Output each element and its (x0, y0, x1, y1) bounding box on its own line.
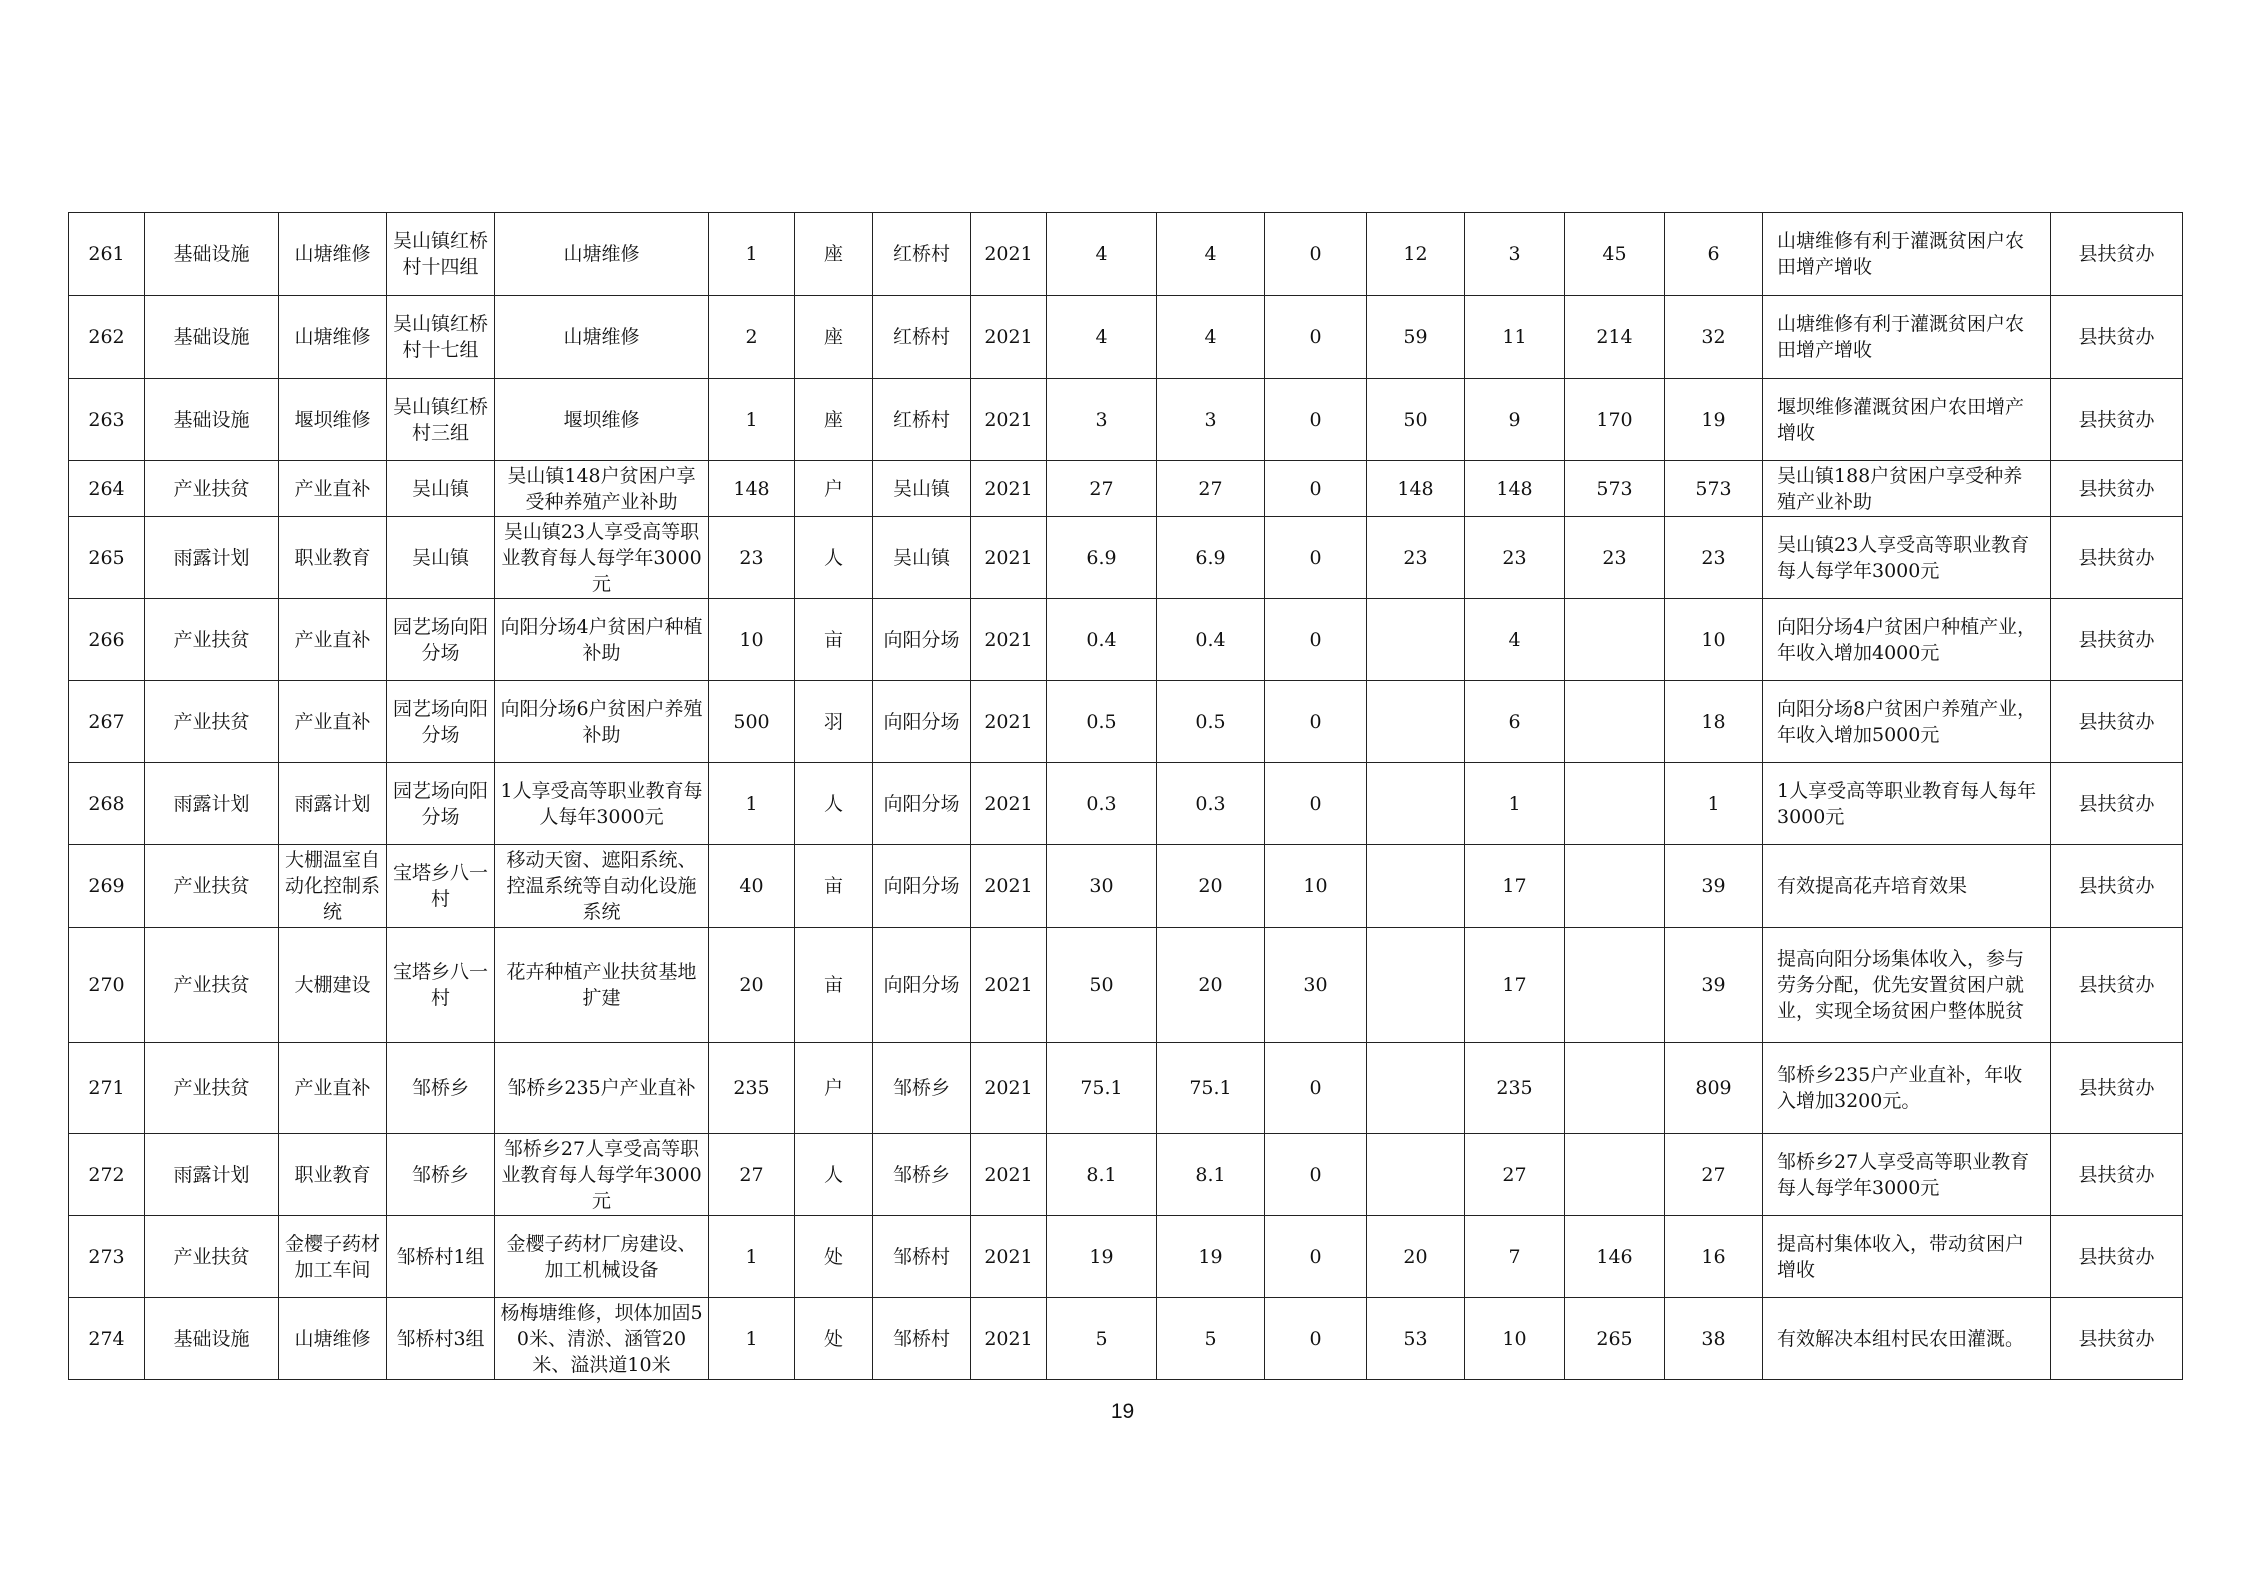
cell-department: 县扶贫办 (2051, 517, 2183, 599)
cell-benefit-mechanism: 提高向阳分场集体收入，参与劳务分配，优先安置贫困户就业，实现全场贫困户整体脱贫 (1763, 928, 2051, 1043)
cell-quantity: 1 (709, 213, 795, 296)
cell-content: 金樱子药材厂房建设、加工机械设备 (495, 1216, 709, 1298)
cell-location: 邹桥村1组 (387, 1216, 495, 1298)
cell-central-funds: 4 (1157, 213, 1265, 296)
cell-sub-type: 职业教育 (279, 1134, 387, 1216)
cell-unit: 处 (795, 1298, 873, 1380)
cell-benefit-mechanism: 1人享受高等职业教育每人每年3000元 (1763, 763, 2051, 845)
cell-beneficiary-village: 吴山镇 (873, 461, 971, 517)
cell-sub-type: 大棚建设 (279, 928, 387, 1043)
cell-central-funds: 0.4 (1157, 599, 1265, 681)
cell-unit: 户 (795, 461, 873, 517)
cell-poor-beneficiaries: 39 (1665, 928, 1763, 1043)
cell-central-funds: 6.9 (1157, 517, 1265, 599)
cell-content: 堰坝维修 (495, 379, 709, 461)
cell-year: 2021 (971, 681, 1047, 763)
table-row (69, 1134, 2183, 1216)
cell-department: 县扶贫办 (2051, 599, 2183, 681)
cell-seq: 269 (69, 845, 145, 928)
cell-category: 产业扶贫 (145, 1043, 279, 1134)
cell-year: 2021 (971, 461, 1047, 517)
cell-poor-households: 9 (1465, 379, 1565, 461)
cell-year: 2021 (971, 599, 1047, 681)
cell-beneficiaries: 146 (1565, 1216, 1665, 1298)
cell-unit: 座 (795, 379, 873, 461)
cell-seq: 266 (69, 599, 145, 681)
cell-poor-households: 3 (1465, 213, 1565, 296)
cell-poor-households: 6 (1465, 681, 1565, 763)
cell-other-funds: 10 (1265, 845, 1367, 928)
cell-quantity: 1 (709, 1216, 795, 1298)
cell-seq: 264 (69, 461, 145, 517)
cell-quantity: 148 (709, 461, 795, 517)
cell-poor-households: 1 (1465, 763, 1565, 845)
cell-poor-beneficiaries: 18 (1665, 681, 1763, 763)
cell-beneficiary-village: 邹桥乡 (873, 1043, 971, 1134)
cell-other-funds: 30 (1265, 928, 1367, 1043)
cell-content: 邹桥乡27人享受高等职业教育每人每学年3000元 (495, 1134, 709, 1216)
cell-department: 县扶贫办 (2051, 379, 2183, 461)
cell-sub-type: 山塘维修 (279, 213, 387, 296)
cell-unit: 亩 (795, 845, 873, 928)
cell-department: 县扶贫办 (2051, 1216, 2183, 1298)
cell-beneficiaries (1565, 845, 1665, 928)
cell-department: 县扶贫办 (2051, 296, 2183, 379)
table-row (69, 1043, 2183, 1134)
cell-other-funds: 0 (1265, 599, 1367, 681)
cell-beneficiaries (1565, 763, 1665, 845)
cell-benefit-mechanism: 山塘维修有利于灌溉贫困户农田增产增收 (1763, 296, 2051, 379)
cell-total-funds: 8.1 (1047, 1134, 1157, 1216)
cell-beneficiary-households (1367, 928, 1465, 1043)
cell-category: 基础设施 (145, 213, 279, 296)
table-row (69, 1216, 2183, 1298)
table-row (69, 517, 2183, 599)
cell-content: 吴山镇23人享受高等职业教育每人每学年3000元 (495, 517, 709, 599)
cell-beneficiaries (1565, 681, 1665, 763)
cell-location: 园艺场向阳分场 (387, 763, 495, 845)
cell-year: 2021 (971, 1216, 1047, 1298)
cell-content: 山塘维修 (495, 213, 709, 296)
cell-category: 产业扶贫 (145, 928, 279, 1043)
cell-central-funds: 75.1 (1157, 1043, 1265, 1134)
cell-central-funds: 8.1 (1157, 1134, 1265, 1216)
cell-benefit-mechanism: 山塘维修有利于灌溉贫困户农田增产增收 (1763, 213, 2051, 296)
cell-benefit-mechanism: 向阳分场8户贫困户养殖产业，年收入增加5000元 (1763, 681, 2051, 763)
cell-poor-households: 23 (1465, 517, 1565, 599)
cell-poor-beneficiaries: 38 (1665, 1298, 1763, 1380)
cell-beneficiary-village: 邹桥村 (873, 1216, 971, 1298)
cell-department: 县扶贫办 (2051, 1043, 2183, 1134)
cell-benefit-mechanism: 吴山镇23人享受高等职业教育每人每学年3000元 (1763, 517, 2051, 599)
cell-central-funds: 0.3 (1157, 763, 1265, 845)
cell-department: 县扶贫办 (2051, 763, 2183, 845)
cell-content: 1人享受高等职业教育每人每年3000元 (495, 763, 709, 845)
cell-benefit-mechanism: 提高村集体收入，带动贫困户增收 (1763, 1216, 2051, 1298)
cell-beneficiary-households (1367, 1134, 1465, 1216)
cell-unit: 座 (795, 296, 873, 379)
cell-sub-type: 山塘维修 (279, 1298, 387, 1380)
cell-unit: 亩 (795, 928, 873, 1043)
cell-year: 2021 (971, 928, 1047, 1043)
cell-benefit-mechanism: 吴山镇188户贫困户享受种养殖产业补助 (1763, 461, 2051, 517)
cell-location: 吴山镇红桥村三组 (387, 379, 495, 461)
cell-department: 县扶贫办 (2051, 461, 2183, 517)
cell-beneficiary-village: 向阳分场 (873, 599, 971, 681)
cell-quantity: 10 (709, 599, 795, 681)
cell-beneficiary-households (1367, 681, 1465, 763)
table-row (69, 1298, 2183, 1380)
cell-beneficiaries: 23 (1565, 517, 1665, 599)
cell-beneficiary-village: 向阳分场 (873, 763, 971, 845)
cell-beneficiary-households: 148 (1367, 461, 1465, 517)
cell-year: 2021 (971, 845, 1047, 928)
cell-beneficiaries (1565, 599, 1665, 681)
cell-beneficiaries: 170 (1565, 379, 1665, 461)
table-row (69, 461, 2183, 517)
cell-content: 向阳分场4户贫困户种植补助 (495, 599, 709, 681)
cell-seq: 261 (69, 213, 145, 296)
cell-poor-households: 17 (1465, 928, 1565, 1043)
cell-beneficiary-village: 红桥村 (873, 379, 971, 461)
cell-seq: 270 (69, 928, 145, 1043)
cell-year: 2021 (971, 379, 1047, 461)
cell-department: 县扶贫办 (2051, 845, 2183, 928)
cell-department: 县扶贫办 (2051, 1298, 2183, 1380)
cell-other-funds: 0 (1265, 763, 1367, 845)
cell-seq: 267 (69, 681, 145, 763)
cell-poor-households: 235 (1465, 1043, 1565, 1134)
cell-sub-type: 产业直补 (279, 681, 387, 763)
cell-central-funds: 27 (1157, 461, 1265, 517)
cell-beneficiaries: 573 (1565, 461, 1665, 517)
cell-central-funds: 5 (1157, 1298, 1265, 1380)
cell-benefit-mechanism: 向阳分场4户贫困户种植产业，年收入增加4000元 (1763, 599, 2051, 681)
cell-other-funds: 0 (1265, 517, 1367, 599)
cell-content: 邹桥乡235户产业直补 (495, 1043, 709, 1134)
cell-central-funds: 0.5 (1157, 681, 1265, 763)
cell-quantity: 235 (709, 1043, 795, 1134)
cell-quantity: 20 (709, 928, 795, 1043)
table-row (69, 599, 2183, 681)
cell-department: 县扶贫办 (2051, 928, 2183, 1043)
cell-quantity: 2 (709, 296, 795, 379)
cell-category: 产业扶贫 (145, 599, 279, 681)
cell-central-funds: 20 (1157, 845, 1265, 928)
cell-unit: 座 (795, 213, 873, 296)
cell-other-funds: 0 (1265, 379, 1367, 461)
cell-category: 基础设施 (145, 379, 279, 461)
table-row (69, 763, 2183, 845)
cell-category: 产业扶贫 (145, 681, 279, 763)
cell-content: 杨梅塘维修，坝体加固50米、清淤、涵管20米、溢洪道10米 (495, 1298, 709, 1380)
cell-category: 基础设施 (145, 1298, 279, 1380)
cell-category: 产业扶贫 (145, 461, 279, 517)
cell-quantity: 500 (709, 681, 795, 763)
cell-department: 县扶贫办 (2051, 1134, 2183, 1216)
cell-year: 2021 (971, 1298, 1047, 1380)
project-table (68, 212, 2183, 1380)
cell-location: 邹桥村3组 (387, 1298, 495, 1380)
cell-poor-beneficiaries: 10 (1665, 599, 1763, 681)
cell-beneficiary-households: 53 (1367, 1298, 1465, 1380)
cell-poor-beneficiaries: 16 (1665, 1216, 1763, 1298)
cell-total-funds: 5 (1047, 1298, 1157, 1380)
cell-beneficiary-households (1367, 1043, 1465, 1134)
cell-beneficiary-households: 50 (1367, 379, 1465, 461)
cell-other-funds: 0 (1265, 1298, 1367, 1380)
cell-content: 山塘维修 (495, 296, 709, 379)
cell-benefit-mechanism: 有效提高花卉培育效果 (1763, 845, 2051, 928)
cell-sub-type: 堰坝维修 (279, 379, 387, 461)
cell-sub-type: 职业教育 (279, 517, 387, 599)
cell-beneficiary-households (1367, 599, 1465, 681)
cell-location: 宝塔乡八一村 (387, 928, 495, 1043)
cell-total-funds: 75.1 (1047, 1043, 1157, 1134)
cell-quantity: 1 (709, 1298, 795, 1380)
cell-poor-households: 148 (1465, 461, 1565, 517)
cell-poor-households: 7 (1465, 1216, 1565, 1298)
cell-beneficiaries: 45 (1565, 213, 1665, 296)
cell-category: 基础设施 (145, 296, 279, 379)
cell-beneficiaries: 214 (1565, 296, 1665, 379)
cell-quantity: 1 (709, 763, 795, 845)
table-row (69, 296, 2183, 379)
cell-category: 雨露计划 (145, 1134, 279, 1216)
cell-poor-households: 4 (1465, 599, 1565, 681)
cell-other-funds: 0 (1265, 1043, 1367, 1134)
cell-sub-type: 雨露计划 (279, 763, 387, 845)
table-row (69, 213, 2183, 296)
cell-unit: 亩 (795, 599, 873, 681)
cell-beneficiary-households (1367, 845, 1465, 928)
cell-location: 宝塔乡八一村 (387, 845, 495, 928)
cell-location: 邹桥乡 (387, 1043, 495, 1134)
cell-seq: 271 (69, 1043, 145, 1134)
cell-other-funds: 0 (1265, 461, 1367, 517)
cell-total-funds: 0.4 (1047, 599, 1157, 681)
cell-beneficiary-village: 邹桥乡 (873, 1134, 971, 1216)
cell-poor-beneficiaries: 809 (1665, 1043, 1763, 1134)
cell-year: 2021 (971, 213, 1047, 296)
cell-department: 县扶贫办 (2051, 213, 2183, 296)
cell-quantity: 23 (709, 517, 795, 599)
cell-unit: 人 (795, 763, 873, 845)
cell-location: 园艺场向阳分场 (387, 599, 495, 681)
cell-total-funds: 0.3 (1047, 763, 1157, 845)
cell-beneficiary-village: 邹桥村 (873, 1298, 971, 1380)
cell-location: 园艺场向阳分场 (387, 681, 495, 763)
cell-other-funds: 0 (1265, 1134, 1367, 1216)
cell-location: 吴山镇 (387, 461, 495, 517)
cell-total-funds: 27 (1047, 461, 1157, 517)
cell-location: 吴山镇红桥村十四组 (387, 213, 495, 296)
cell-seq: 274 (69, 1298, 145, 1380)
cell-benefit-mechanism: 有效解决本组村民农田灌溉。 (1763, 1298, 2051, 1380)
cell-poor-households: 27 (1465, 1134, 1565, 1216)
cell-poor-households: 11 (1465, 296, 1565, 379)
cell-year: 2021 (971, 763, 1047, 845)
cell-seq: 265 (69, 517, 145, 599)
cell-total-funds: 30 (1047, 845, 1157, 928)
cell-beneficiary-households: 59 (1367, 296, 1465, 379)
cell-content: 花卉种植产业扶贫基地扩建 (495, 928, 709, 1043)
cell-total-funds: 0.5 (1047, 681, 1157, 763)
cell-unit: 人 (795, 517, 873, 599)
cell-poor-beneficiaries: 573 (1665, 461, 1763, 517)
cell-quantity: 1 (709, 379, 795, 461)
cell-central-funds: 3 (1157, 379, 1265, 461)
cell-total-funds: 50 (1047, 928, 1157, 1043)
cell-benefit-mechanism: 邹桥乡235户产业直补，年收入增加3200元。 (1763, 1043, 2051, 1134)
cell-beneficiary-village: 向阳分场 (873, 928, 971, 1043)
cell-location: 吴山镇红桥村十七组 (387, 296, 495, 379)
cell-other-funds: 0 (1265, 681, 1367, 763)
cell-content: 吴山镇148户贫困户享受种养殖产业补助 (495, 461, 709, 517)
cell-sub-type: 金樱子药材加工车间 (279, 1216, 387, 1298)
cell-beneficiary-households: 23 (1367, 517, 1465, 599)
cell-total-funds: 4 (1047, 296, 1157, 379)
cell-beneficiary-households: 12 (1367, 213, 1465, 296)
cell-central-funds: 20 (1157, 928, 1265, 1043)
cell-quantity: 40 (709, 845, 795, 928)
cell-unit: 羽 (795, 681, 873, 763)
cell-other-funds: 0 (1265, 213, 1367, 296)
table-row (69, 845, 2183, 928)
cell-location: 吴山镇 (387, 517, 495, 599)
cell-beneficiary-village: 红桥村 (873, 213, 971, 296)
cell-central-funds: 19 (1157, 1216, 1265, 1298)
cell-content: 向阳分场6户贫困户养殖补助 (495, 681, 709, 763)
cell-beneficiaries (1565, 1043, 1665, 1134)
cell-beneficiary-households: 20 (1367, 1216, 1465, 1298)
cell-poor-beneficiaries: 39 (1665, 845, 1763, 928)
cell-central-funds: 4 (1157, 296, 1265, 379)
cell-category: 雨露计划 (145, 517, 279, 599)
cell-other-funds: 0 (1265, 1216, 1367, 1298)
cell-seq: 272 (69, 1134, 145, 1216)
cell-sub-type: 山塘维修 (279, 296, 387, 379)
cell-quantity: 27 (709, 1134, 795, 1216)
table-row (69, 928, 2183, 1043)
cell-category: 雨露计划 (145, 763, 279, 845)
cell-benefit-mechanism: 邹桥乡27人享受高等职业教育每人每学年3000元 (1763, 1134, 2051, 1216)
cell-beneficiaries: 265 (1565, 1298, 1665, 1380)
cell-poor-beneficiaries: 23 (1665, 517, 1763, 599)
cell-seq: 263 (69, 379, 145, 461)
cell-year: 2021 (971, 1134, 1047, 1216)
cell-seq: 262 (69, 296, 145, 379)
cell-seq: 273 (69, 1216, 145, 1298)
cell-other-funds: 0 (1265, 296, 1367, 379)
cell-unit: 人 (795, 1134, 873, 1216)
cell-poor-beneficiaries: 32 (1665, 296, 1763, 379)
cell-sub-type: 产业直补 (279, 461, 387, 517)
cell-unit: 处 (795, 1216, 873, 1298)
cell-beneficiary-households (1367, 763, 1465, 845)
cell-beneficiary-village: 向阳分场 (873, 681, 971, 763)
cell-beneficiary-village: 吴山镇 (873, 517, 971, 599)
cell-content: 移动天窗、遮阳系统、控温系统等自动化设施系统 (495, 845, 709, 928)
cell-location: 邹桥乡 (387, 1134, 495, 1216)
cell-total-funds: 3 (1047, 379, 1157, 461)
cell-poor-beneficiaries: 1 (1665, 763, 1763, 845)
cell-department: 县扶贫办 (2051, 681, 2183, 763)
cell-poor-households: 17 (1465, 845, 1565, 928)
cell-total-funds: 6.9 (1047, 517, 1157, 599)
cell-category: 产业扶贫 (145, 1216, 279, 1298)
cell-beneficiary-village: 向阳分场 (873, 845, 971, 928)
cell-category: 产业扶贫 (145, 845, 279, 928)
cell-beneficiary-village: 红桥村 (873, 296, 971, 379)
cell-poor-beneficiaries: 19 (1665, 379, 1763, 461)
cell-sub-type: 大棚温室自动化控制系统 (279, 845, 387, 928)
cell-sub-type: 产业直补 (279, 599, 387, 681)
cell-year: 2021 (971, 517, 1047, 599)
cell-seq: 268 (69, 763, 145, 845)
cell-benefit-mechanism: 堰坝维修灌溉贫困户农田增产增收 (1763, 379, 2051, 461)
cell-total-funds: 4 (1047, 213, 1157, 296)
cell-year: 2021 (971, 1043, 1047, 1134)
cell-sub-type: 产业直补 (279, 1043, 387, 1134)
cell-year: 2021 (971, 296, 1047, 379)
table-row (69, 379, 2183, 461)
cell-poor-households: 10 (1465, 1298, 1565, 1380)
cell-total-funds: 19 (1047, 1216, 1157, 1298)
cell-poor-beneficiaries: 27 (1665, 1134, 1763, 1216)
page-number: 19 (1110, 1400, 1135, 1423)
cell-poor-beneficiaries: 6 (1665, 213, 1763, 296)
cell-unit: 户 (795, 1043, 873, 1134)
cell-beneficiaries (1565, 1134, 1665, 1216)
cell-beneficiaries (1565, 928, 1665, 1043)
table-row (69, 681, 2183, 763)
